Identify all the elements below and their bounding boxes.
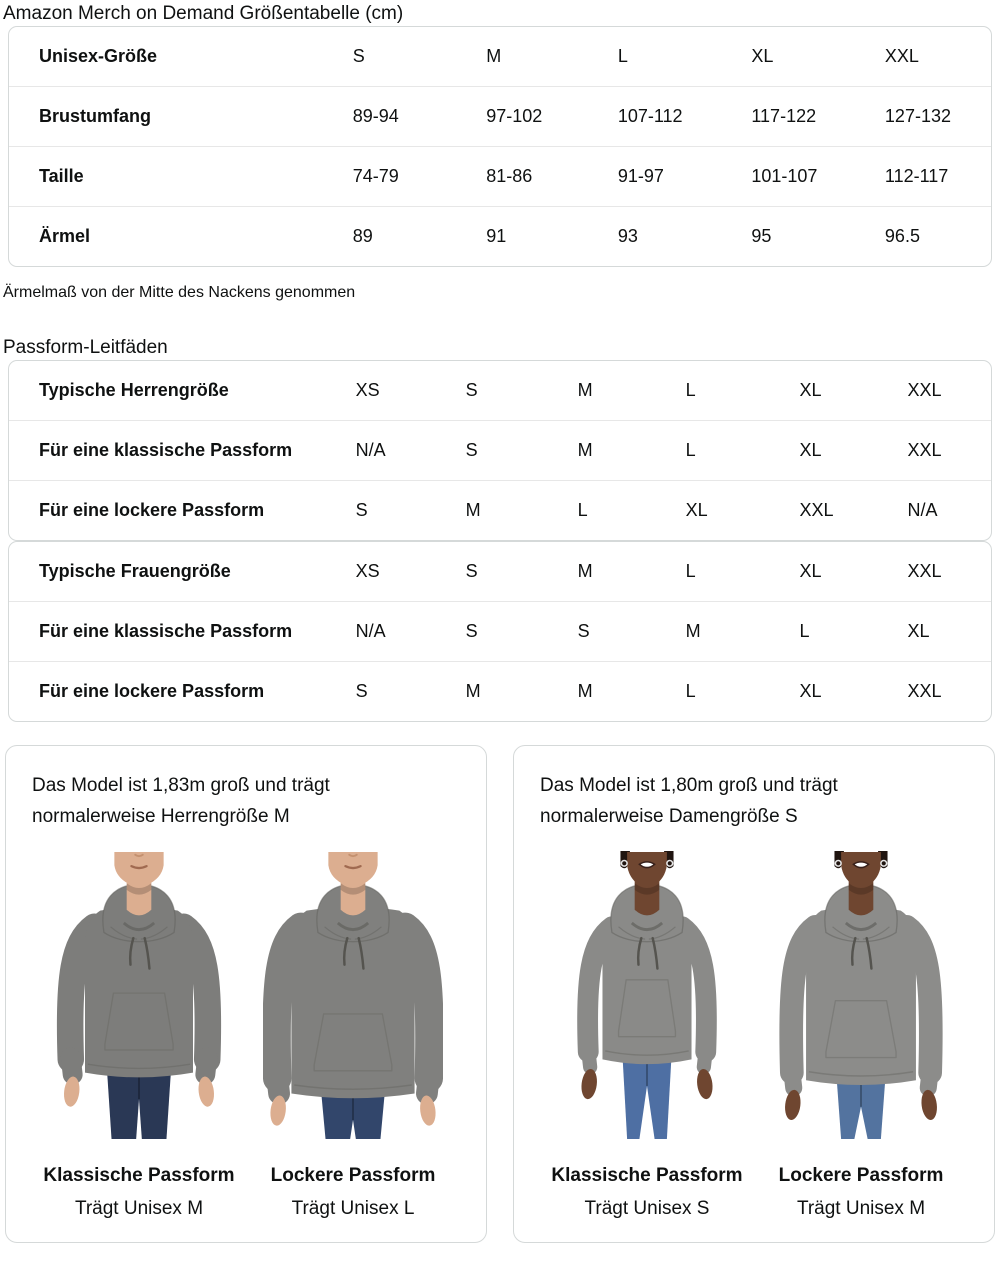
size-cell: XXL	[907, 380, 942, 400]
size-cell: L	[686, 420, 800, 480]
size-cell: M	[578, 420, 686, 480]
size-cell: XL	[686, 480, 800, 540]
size-cell: 107-112	[618, 86, 752, 146]
size-cell: XXL	[908, 420, 992, 480]
size-cell: XL	[908, 601, 992, 661]
row-label: Typische Herrengröße	[39, 380, 229, 400]
size-cell: XXL	[907, 561, 942, 581]
size-cell: S	[356, 480, 466, 540]
female-model-figures	[540, 843, 968, 1220]
size-worn-label: Trägt Unisex M	[796, 1198, 926, 1219]
size-cell: L	[685, 561, 696, 581]
female-loose-fit-caption	[779, 1147, 944, 1220]
male-classic-fit-figure	[32, 843, 246, 1220]
size-worn-label: Trägt Unisex L	[291, 1198, 415, 1219]
size-worn-label: Trägt Unisex S	[584, 1198, 710, 1219]
size-cell: XXL	[884, 46, 919, 66]
size-cell: 91-97	[618, 146, 752, 206]
page-title: Amazon Merch on Demand Größentabelle (cm)	[3, 3, 404, 24]
size-cell: XL	[751, 46, 774, 66]
men-fit-guide-table	[8, 360, 992, 541]
table-row	[9, 661, 991, 721]
fit-label: Klassische Passform	[551, 1165, 743, 1186]
size-cell: M	[486, 46, 502, 66]
table-row	[9, 27, 991, 86]
size-cell: M	[577, 561, 593, 581]
size-cell: 89	[353, 206, 487, 266]
row-label: Für eine lockere Passform	[9, 661, 356, 721]
size-cell: N/A	[356, 601, 466, 661]
size-cell: L	[685, 380, 696, 400]
unisex-size-table	[8, 26, 992, 267]
size-cell: XL	[799, 380, 822, 400]
size-cell: N/A	[356, 420, 466, 480]
female-classic-fit-figure	[540, 843, 754, 1220]
size-cell: XXL	[908, 661, 992, 721]
row-label: Ärmel	[9, 206, 353, 266]
women-fit-guide-table	[8, 541, 992, 722]
table-row	[9, 361, 991, 420]
size-worn-label: Trägt Unisex M	[74, 1198, 204, 1219]
size-cell: 89-94	[353, 86, 487, 146]
row-label: Für eine lockere Passform	[9, 480, 356, 540]
size-cell: L	[617, 46, 628, 66]
size-cell: S	[352, 46, 365, 66]
table-row	[9, 206, 991, 266]
female-classic-fit-caption	[551, 1147, 742, 1220]
size-cell: M	[686, 601, 800, 661]
male-model-figures	[32, 843, 460, 1220]
table-row	[9, 420, 991, 480]
size-cell: 91	[486, 206, 618, 266]
row-label: Unisex-Größe	[39, 46, 158, 66]
size-cell: M	[466, 480, 578, 540]
row-label: Typische Frauengröße	[39, 561, 231, 581]
female-model-description: Das Model ist 1,80m groß und trägt normalerweise Damengröße S	[540, 775, 838, 827]
size-cell: L	[686, 661, 800, 721]
table-row	[9, 542, 991, 601]
row-label: Taille	[9, 146, 353, 206]
size-cell: N/A	[908, 480, 992, 540]
fit-label: Klassische Passform	[43, 1165, 235, 1186]
size-cell: 127-132	[885, 86, 991, 146]
male-loose-fit-figure	[246, 843, 460, 1220]
size-chart-page	[0, 2, 1000, 1243]
size-cell: 101-107	[751, 146, 885, 206]
fit-label: Lockere Passform	[778, 1165, 944, 1186]
size-cell: S	[465, 561, 478, 581]
size-cell: 93	[618, 206, 752, 266]
size-cell: S	[578, 601, 686, 661]
size-cell: S	[466, 420, 578, 480]
size-cell: XS	[355, 380, 380, 400]
size-cell: 117-122	[751, 86, 885, 146]
size-cell: L	[578, 480, 686, 540]
female-loose-fit-figure	[754, 843, 968, 1220]
female-model-loose-fit-photo	[771, 843, 951, 1147]
male-model-classic-fit-photo	[49, 843, 229, 1147]
size-cell: M	[577, 380, 593, 400]
size-cell: L	[799, 601, 907, 661]
row-label: Brustumfang	[9, 86, 353, 146]
male-model-description: Das Model ist 1,83m groß und trägt normalerweise Herrengröße M	[32, 775, 330, 827]
size-cell: 95	[751, 206, 885, 266]
size-cell: S	[356, 661, 466, 721]
size-cell: 74-79	[353, 146, 487, 206]
size-cell: 97-102	[486, 86, 618, 146]
size-cell: S	[465, 380, 478, 400]
table-row	[9, 86, 991, 146]
row-label: Für eine klassische Passform	[9, 420, 356, 480]
male-model-loose-fit-photo	[263, 843, 443, 1147]
fit-guides-heading: Passform-Leitfäden	[3, 337, 168, 358]
male-loose-fit-caption	[271, 1147, 436, 1220]
sleeve-measure-note: Ärmelmaß von der Mitte des Nackens genommen	[3, 284, 356, 301]
female-model-classic-fit-photo	[557, 843, 737, 1147]
size-cell: 112-117	[885, 146, 991, 206]
table-row	[9, 480, 991, 540]
model-fit-cards	[5, 745, 995, 1243]
size-cell: 96.5	[885, 206, 991, 266]
male-model-card	[5, 745, 487, 1243]
size-cell: XS	[355, 561, 380, 581]
table-row	[9, 601, 991, 661]
size-cell: S	[466, 601, 578, 661]
male-classic-fit-caption	[43, 1147, 234, 1220]
size-cell: XL	[799, 661, 907, 721]
size-cell: XL	[799, 420, 907, 480]
size-cell: XL	[799, 561, 822, 581]
size-cell: XXL	[799, 480, 907, 540]
table-row	[9, 146, 991, 206]
row-label: Für eine klassische Passform	[9, 601, 356, 661]
size-cell: M	[466, 661, 578, 721]
size-cell: M	[578, 661, 686, 721]
female-model-card	[513, 745, 995, 1243]
size-cell: 81-86	[486, 146, 618, 206]
fit-label: Lockere Passform	[270, 1165, 436, 1186]
